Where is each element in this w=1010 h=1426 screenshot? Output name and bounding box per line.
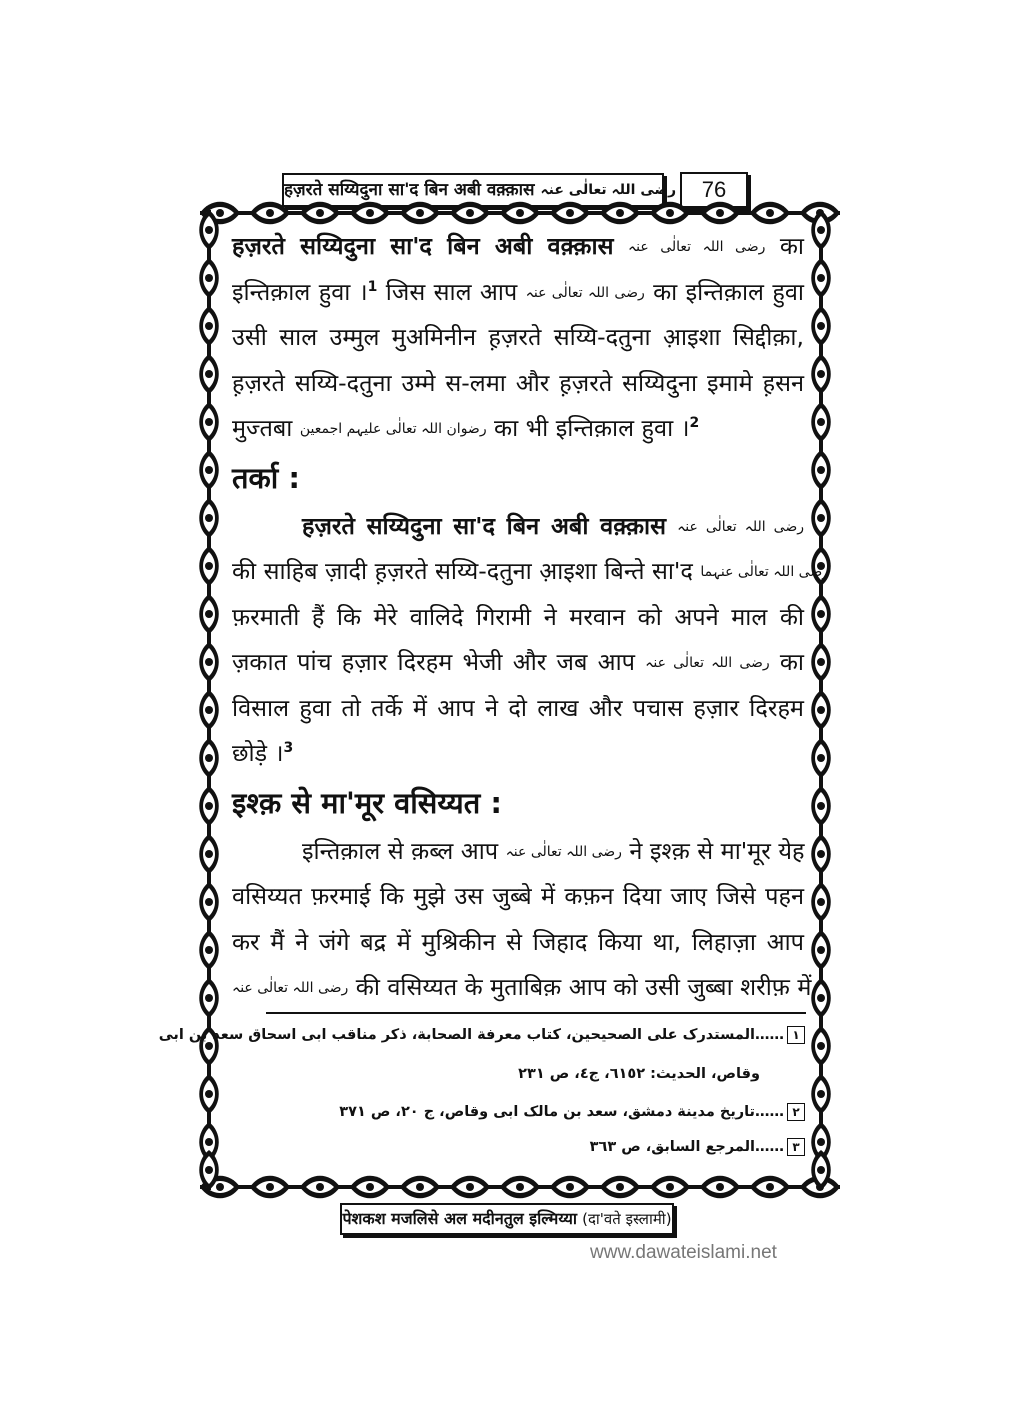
ornament-border-bottom <box>200 1170 840 1204</box>
footnote-text: وقاص، الحدیث: ٦١٥٢، ج٤، ص ٢٣١ <box>518 1066 760 1082</box>
text-line <box>232 315 804 361</box>
website-url: www.dawateislami.net <box>590 1242 777 1263</box>
text-span: का <box>769 648 804 676</box>
footnote-ref: 2 <box>689 415 700 432</box>
text-span: छोड़े । <box>232 739 284 767</box>
text-line <box>232 640 804 686</box>
footnote-text: ……المستدرک علی الصحیحین، کتاب معرفة الصحابة، ذکر مناقب ابی اسحاق سعد بن ابی <box>158 1027 784 1043</box>
footnote-2 <box>339 1103 805 1121</box>
text-span: का इन्तिक़ाल हुवा <box>644 277 804 306</box>
text-span: फ़रमाती हैं कि मेरे वालिदे गिरामी ने मरवान को अपने माल की <box>232 602 804 631</box>
text-span: की साहिब ज़ादी ह़ज़रते सय्यि-दतुना आ़इशा बिन्ते सा'द <box>232 557 701 585</box>
footnote-ref: 3 <box>283 740 294 757</box>
text-line <box>232 731 804 777</box>
publisher-footer <box>340 1203 674 1235</box>
footnote-text: ……تاریخ مدینة دمشق، سعد بن مالک ابی وقاص، ج ٢٠، ص ٣٧١ <box>339 1104 784 1120</box>
text-line <box>232 686 804 732</box>
honorific: رضی اللہ تعالٰی عنہ <box>505 843 622 860</box>
footnote-1-continued <box>518 1066 760 1082</box>
text-span: इन्तिक़ाल हुवा । <box>232 277 368 306</box>
running-header-title: हज़रते सय्यिदुना सा'द बिन अबी वक़्क़ास <box>284 180 535 200</box>
text-span: विसाल हुवा तो तर्के में आप ने दो लाख और पचास हज़ार दिरहम <box>232 693 804 722</box>
text-line <box>232 595 804 641</box>
bold-name: हज़रते सय्यिदुना सा'द बिन अबी वक़्क़ास <box>232 232 614 260</box>
text-span: ह़ज़रते सय्यि-दतुना उम्मे स-लमा और ह़ज़रते सय्यिदुना इमामे ह़सन <box>232 368 804 397</box>
text-line <box>232 874 804 920</box>
honorific: رضی اللہ تعالٰی عنہ <box>232 979 349 996</box>
footnote-number: ٢ <box>787 1103 805 1121</box>
footnote-number: ٣ <box>787 1138 805 1156</box>
text-span: मुज्तबा <box>232 414 300 442</box>
text-line <box>232 406 804 452</box>
text-line <box>232 829 804 875</box>
text-line <box>232 361 804 407</box>
text-line <box>232 965 812 1011</box>
footnote-divider <box>266 1012 806 1014</box>
text-span: जिस साल आप <box>377 277 526 306</box>
publisher-name: पेशकश मजलिसे अल मदीनतुल इल्मिय्या <box>342 1209 577 1228</box>
text-line <box>232 920 804 966</box>
ornament-border-right <box>808 210 834 1190</box>
bold-name: हज़रते सय्यिदुना सा'द बिन अबी वक़्क़ास <box>302 511 667 540</box>
text-span: वसिय्यत फ़रमाई कि मुझे उस जुब्बे में कफ़न दिया जाए जिसे पहन <box>232 882 804 910</box>
text-span: की वसिय्यत के मुताबिक़ आप को उसी जुब्बा शरीफ़ में <box>348 973 812 1001</box>
honorific: رضی اللہ تعالٰی عنہ <box>525 284 645 301</box>
honorific: رضی اللہ تعالٰی عنہما <box>700 563 829 580</box>
text-span: का <box>765 232 804 260</box>
text-span: उसी साल उम्मुल मुअमिनीन ह़ज़रते सय्यि-दतुना आ़इशा सिद्दीक़ा, <box>232 323 804 351</box>
footnote-text: ……المرجع السابق، ص ٣٦٣ <box>589 1139 784 1155</box>
page-number: 76 <box>680 172 748 208</box>
text-span: इन्तिक़ाल से क़ब्ल आप <box>302 836 506 865</box>
text-line <box>232 224 804 270</box>
footnote-number: ١ <box>787 1026 805 1044</box>
publisher-org: (दा'वते इस्लामी) <box>582 1210 672 1228</box>
honorific: رضی اللہ تعالٰی عنہ <box>645 654 770 671</box>
text-line <box>232 549 829 595</box>
text-line <box>232 270 804 316</box>
footnote-1 <box>159 1026 805 1044</box>
text-span: ने इश्क़ से मा'मूर येह <box>621 836 805 865</box>
section-heading-wasiyyat: इश्क़ से मा'मूर वसिय्यत : <box>232 785 502 820</box>
text-span: ज़कात पांच हज़ार दिरहम भेजी और जब आप <box>232 648 646 676</box>
honorific: رضی اللہ تعالٰی عنہ <box>627 238 766 255</box>
text-line <box>232 504 804 550</box>
honorific: رضوان اللہ تعالٰی علیہم اجمعین <box>299 420 487 437</box>
footnote-ref: 1 <box>367 278 378 295</box>
main-text <box>232 224 829 1011</box>
footnote-3 <box>590 1138 805 1156</box>
running-header-honorific: رضی اللہ تعالٰی عنہ <box>540 182 677 198</box>
section-heading-tarka: तर्का : <box>232 460 301 495</box>
honorific: رضی اللہ تعالٰی عنہ <box>677 518 804 535</box>
text-span: का भी इन्तिक़ाल हुवा । <box>486 414 690 442</box>
text-span: कर मैं ने जंगे बद्र में मुश्रिकीन से जिहाद किया था, लिहाज़ा आप <box>232 927 804 956</box>
